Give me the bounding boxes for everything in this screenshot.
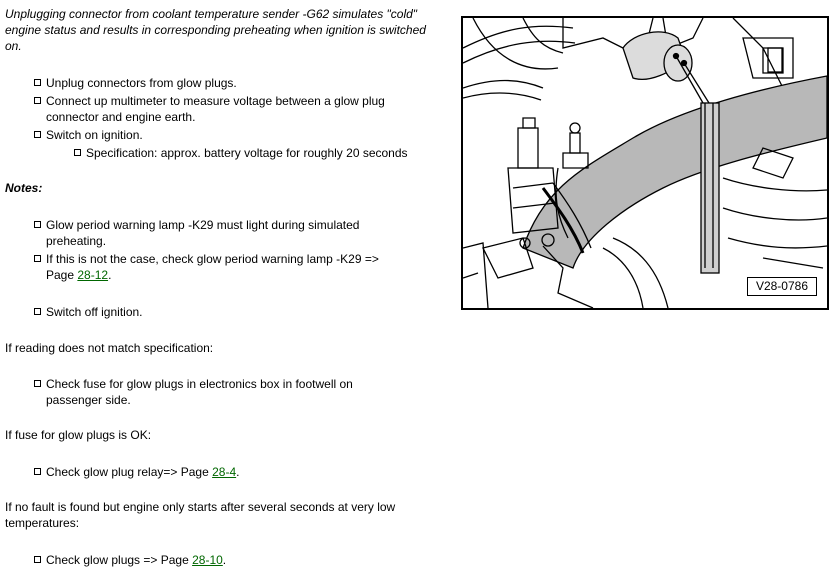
- condition-reading: If reading does not match specification:: [5, 341, 214, 355]
- list-item: [34, 376, 404, 408]
- list-item: [34, 251, 404, 283]
- list-item: [34, 464, 404, 480]
- list-item: [34, 304, 404, 320]
- specification: Specification: approx. battery voltage for roughly 20 seconds: [86, 146, 408, 160]
- intro-text: Unplugging connector from coolant temperature sender -G62 simulates "cold" engine status and results in corresponding preheating when ignition is switched on.: [5, 7, 426, 53]
- check-fuse: Check fuse for glow plugs in electronics box in footwell on passenger side.: [46, 377, 353, 407]
- checkbox-icon: [34, 221, 41, 228]
- engine-illustration: [461, 16, 829, 310]
- checkbox-icon: [34, 380, 41, 387]
- step-ignition: Switch on ignition.: [46, 128, 143, 142]
- check-relay-text: Check glow plug relay=> Page: [46, 465, 213, 479]
- checkbox-icon: [34, 79, 41, 86]
- checkbox-icon: [34, 308, 41, 315]
- notes-heading: Notes:: [5, 181, 43, 195]
- list-item: [34, 93, 434, 125]
- condition-no-fault: If no fault is found but engine only starts after several seconds at very low temperatures:: [5, 500, 396, 530]
- list-item: [34, 75, 434, 91]
- note-warning-lamp: Glow period warning lamp -K29 must light during simulated preheating.: [46, 218, 360, 248]
- step-multimeter: Connect up multimeter to measure voltage between a glow plug connector and engine earth.: [46, 94, 385, 124]
- checkbox-icon: [34, 255, 41, 262]
- step-unplug: Unplug connectors from glow plugs.: [46, 76, 237, 90]
- page-link-28-4[interactable]: 28-4: [212, 465, 237, 479]
- list-item: [74, 145, 454, 161]
- checkbox-icon: [34, 131, 41, 138]
- checkbox-icon: [74, 149, 81, 156]
- condition-fuse-ok: If fuse for glow plugs is OK:: [5, 428, 152, 442]
- note-check-lamp-text: If this is not the case, check glow period warning lamp -K29 => Page: [46, 252, 379, 282]
- note-switch-off: Switch off ignition.: [46, 305, 143, 319]
- list-item: [34, 217, 404, 249]
- note-check-lamp: If this is not the case, check glow period warning lamp -K29 => Page 28-12.: [46, 252, 379, 282]
- checkbox-icon: [34, 468, 41, 475]
- figure-label: V28-0786: [747, 277, 817, 296]
- page-link-28-10[interactable]: 28-10: [192, 553, 223, 567]
- page-link-28-12[interactable]: 28-12: [77, 268, 109, 282]
- checkbox-icon: [34, 97, 41, 104]
- check-glow-plugs: Check glow plugs => Page 28-10.: [46, 553, 227, 567]
- checkbox-icon: [34, 556, 41, 563]
- check-relay: Check glow plug relay=> Page 28-4.: [46, 465, 240, 479]
- check-glow-plugs-text: Check glow plugs => Page: [46, 553, 193, 567]
- list-item: [34, 552, 404, 568]
- list-item: [34, 127, 434, 143]
- engine-drawing: [463, 18, 827, 308]
